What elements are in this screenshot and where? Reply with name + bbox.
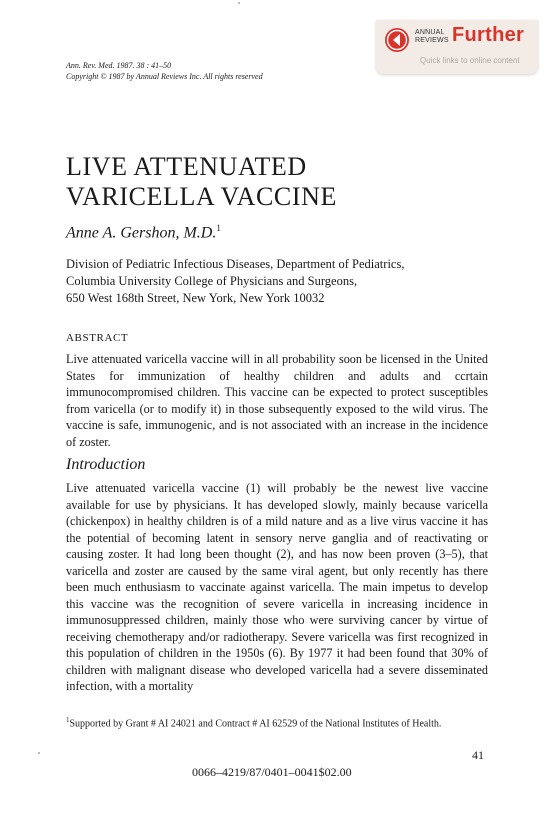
copyright-line: Copyright © 1987 by Annual Reviews Inc. All rights reserved: [66, 72, 263, 81]
page-number: 41: [472, 748, 484, 762]
badge-further-text: Further: [452, 24, 525, 46]
article-title: [66, 152, 337, 212]
author-footnote-mark: 1: [216, 223, 221, 233]
badge-subtitle: Quick links to online content: [420, 56, 520, 65]
scan-speck: [38, 752, 40, 754]
annual-reviews-further-badge[interactable]: [376, 20, 538, 74]
badge-publisher: [415, 29, 449, 45]
affiliation-line-1: Division of Pediatric Infectious Diseases, Department of Pediatrics,: [66, 257, 405, 271]
introduction-text: Live attenuated varicella vaccine (1) will probably be the newest live vaccine available for use by physicians. It has developed slowly, mainly because varicella (chickenpox) in healthy children is of a mild nature and as a live virus vaccine it has the potential of becoming latent in sensory nerve ganglia and of reactivating or causing zoster. It had long been thought (2), and has now been proven (3–5), that varicella and zoster are caused by the same viral agent, but only recently has there been much enthusiasm to vaccinate against varicella. The main impetus to develop this vaccine was the recognition of severe varicella in increasing incidence in immunosuppressed children, mainly those who were surviving cancer by virtue of receiving chemotherapy and/or radiotherapy. Severe varicella was first recognized in this population of children in the 1950s (6). By 1977 it had been found that 30% of children with malignant disease who developed varicella had a severe disseminated infection, with a mortality: [66, 481, 488, 693]
scan-speck: [238, 2, 240, 4]
badge-annual-text: ANNUAL: [415, 29, 445, 36]
abstract-heading: ABSTRACT: [66, 332, 129, 344]
title-line-2: VARICELLA VACCINE: [66, 182, 337, 211]
affiliation-line-3: 650 West 168th Street, New York, New York 10032: [66, 291, 325, 305]
title-line-1: LIVE ATTENUATED: [66, 152, 307, 181]
speaker-arrow-icon: [385, 28, 409, 52]
footnote-mark: 1: [66, 716, 70, 724]
price-code: 0066–4219/87/0401–0041$02.00: [192, 765, 352, 779]
footnote: [66, 714, 488, 730]
abstract-text: Live attenuated varicella vaccine will in all probability soon be licensed in the United States for immunization of healthy children and adults and ccrtain immunocompromised children. This vaccine can be expected to protect susceptibles from varicella (or to modify it) in those subsequently exposed to the wild virus. The vaccine is safe, immunogenic, and is not associated with an increase in the incidence of zoster.: [66, 352, 488, 449]
author-name: [66, 223, 221, 242]
affiliation: [66, 256, 404, 307]
introduction-heading: Introduction: [66, 456, 146, 473]
badge-reviews-text: REVIEWS: [415, 37, 449, 44]
affiliation-line-2: Columbia University College of Physicians and Surgeons,: [66, 274, 358, 288]
citation-line: Ann. Rev. Med. 1987. 38 : 41–50: [66, 61, 172, 70]
author-text: Anne A. Gershon, M.D.: [66, 224, 217, 242]
journal-citation: [66, 60, 263, 82]
footnote-text: Supported by Grant # AI 24021 and Contract # AI 62529 of the National Institutes of Health.: [69, 718, 442, 730]
